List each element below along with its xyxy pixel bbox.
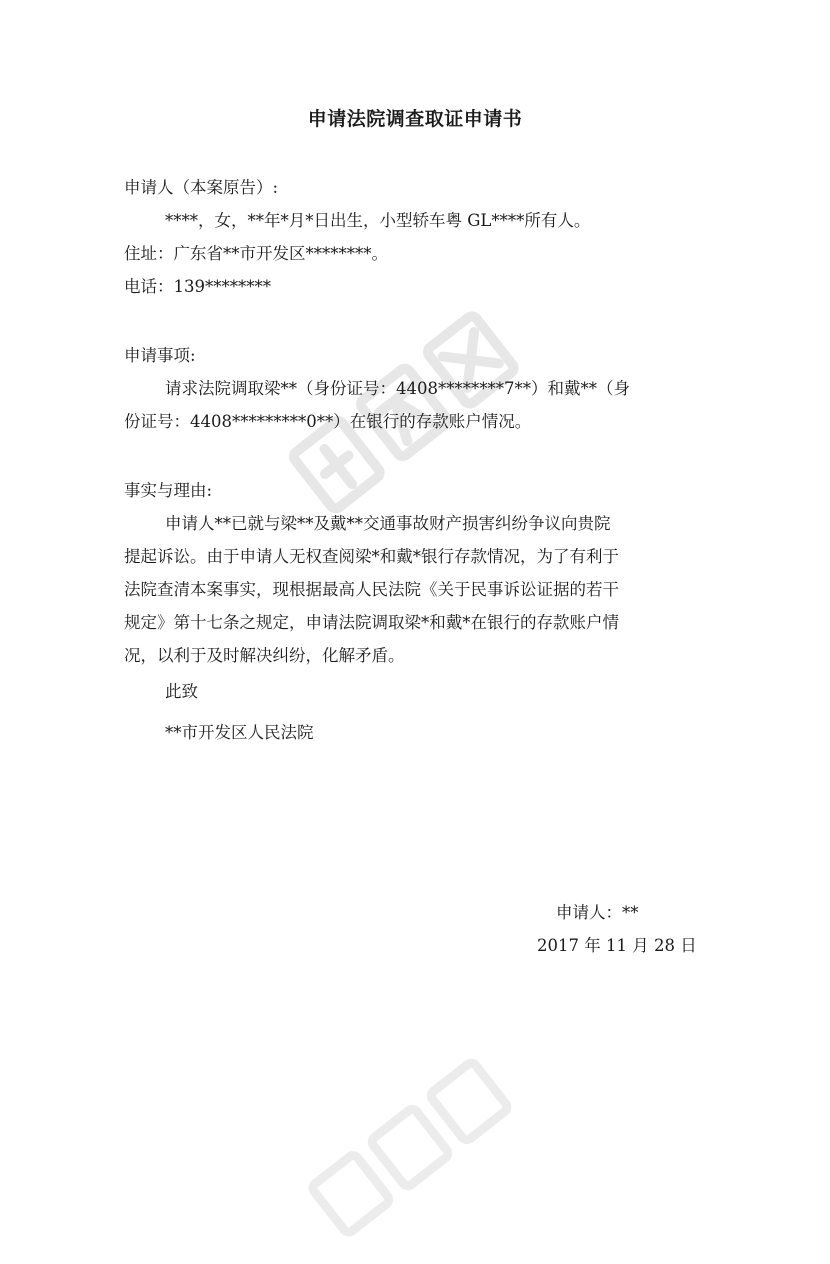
request-line: 请求法院调取梁**（身份证号：4408********7**）和戴**（身 — [165, 379, 630, 398]
facts-heading: 事实与理由: — [124, 481, 213, 500]
facts-line: 况，以利于及时解决纠纷，化解矛盾。 — [124, 646, 405, 665]
applicant-heading: 申请人（本案原告）: — [124, 178, 279, 197]
facts-line: 法院查清本案事实，现根据最高人民法院《关于民事诉讼证据的若干 — [124, 580, 619, 599]
closing-court: **市开发区人民法院 — [165, 723, 314, 742]
signature-date: 2017 年 11 月 28 日 — [537, 936, 697, 955]
request-heading: 申请事项: — [124, 346, 196, 365]
applicant-phone: 电话：139******** — [124, 277, 271, 296]
facts-line: 申请人**已就与梁**及戴**交通事故财产损害纠纷争议向贵院 — [165, 514, 611, 533]
signature-applicant: 申请人：** — [556, 903, 639, 922]
applicant-address: 住址：广东省**市开发区********。 — [124, 244, 388, 263]
facts-line: 提起诉讼。由于申请人无权查阅梁*和戴*银行存款情况，为了有利于 — [124, 547, 619, 566]
facts-line: 规定》第十七条之规定，申请法院调取梁*和戴*在银行的存款账户情 — [124, 613, 619, 632]
closing-salutation: 此致 — [165, 682, 198, 701]
document-title: 申请法院调查取证申请书 — [307, 108, 523, 130]
applicant-description: ****，女，**年*月*日出生，小型轿车粤 GL****所有人。 — [165, 211, 591, 230]
watermark-logo-bottom — [291, 1036, 540, 1264]
request-line: 份证号：4408*********0**）在银行的存款账户情况。 — [124, 412, 532, 431]
